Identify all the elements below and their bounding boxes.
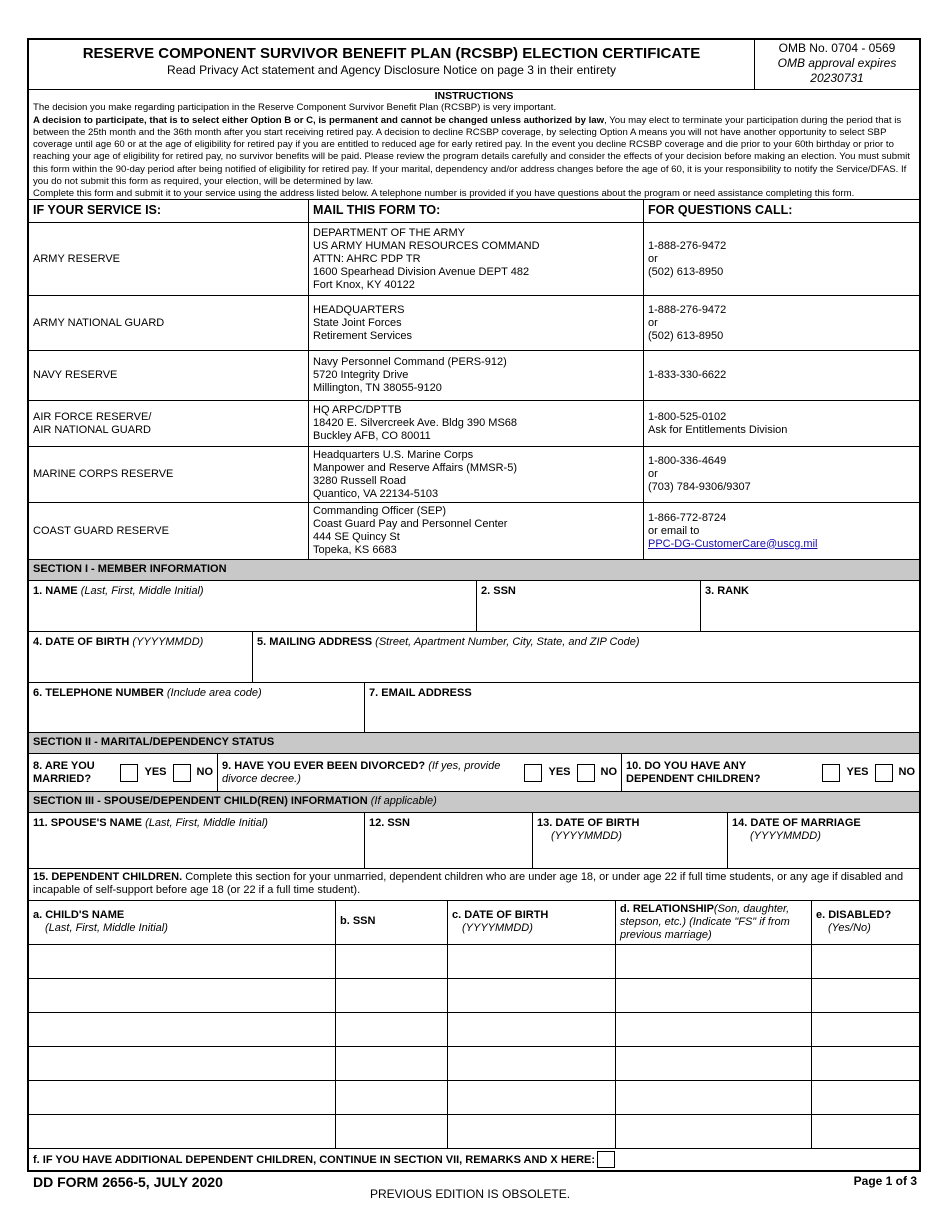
mail-service-cell [29,401,309,446]
dob-label: 4. DATE OF BIRTH [33,636,130,648]
mail-phone-cell [644,296,919,350]
divorced-label [222,760,512,786]
mail-phone-line: (502) 613-8950 [648,265,724,278]
instructions [29,90,919,200]
children-no-checkbox[interactable] [875,764,893,782]
instructions-title: INSTRUCTIONS [434,90,514,102]
spouse-ssn-field[interactable] [365,813,533,868]
child-dob-cell[interactable] [448,1047,616,1080]
child-relationship-cell[interactable] [616,979,812,1012]
mail-service-cell [29,351,309,400]
name-hint: (Last, First, Middle Initial) [80,585,204,597]
mail-phone-line: 1-866-772-8724 [648,511,727,524]
section1-row3 [29,683,919,733]
col-service: IF YOUR SERVICE IS: [29,200,309,222]
child-name-cell[interactable] [29,1047,336,1080]
spouse-dob-hint: (YYYYMMDD) [551,830,622,842]
mail-phone-cell [644,503,919,559]
mail-service-line: ARMY RESERVE [33,252,121,265]
child-disabled-cell[interactable] [812,979,919,1012]
email-field[interactable] [365,683,919,732]
mail-address-cell [309,401,644,446]
divorced-yes-checkbox[interactable] [524,764,542,782]
instructions-p2-bold: A decision to participate, that is to select either Option B or C, is permanent and cannot be changed unless authorized by law [33,114,605,126]
instructions-p1: The decision you make regarding participation in the Reserve Component Survivor Benefit Plan (RCSBP) is very important. [33,102,557,114]
phone-field[interactable] [29,683,365,732]
child-name-col [29,901,336,944]
mail-service-line: COAST GUARD RESERVE [33,524,169,537]
child-relationship-cell[interactable] [616,1115,812,1148]
married-no-label: NO [196,766,213,778]
rank-field[interactable] [701,581,919,631]
mail-address-line: 3280 Russell Road [313,474,406,487]
mail-phone-cell [644,401,919,446]
section2-row [29,754,919,792]
phone-hint: (Include area code) [166,687,262,699]
additional-children-label: f. IF YOU HAVE ADDITIONAL DEPENDENT CHILDREN, CONTINUE IN SECTION VII, REMARKS AND X HERE: [33,1153,596,1166]
email-link[interactable]: PPC-DG-CustomerCare@uscg.mil [648,537,818,550]
mail-table-row [29,401,919,447]
mail-phone-line: 1-888-276-9472 [648,303,727,316]
mail-phone-line: 1-800-336-4649 [648,455,727,467]
instructions-p3: Complete this form and submit it to your service using the address listed below. A telephone number is provided if you have questions about the program or need assistance completing this form. [33,188,855,200]
q15-label: 15. DEPENDENT CHILDREN. [33,871,183,883]
mail-address-line: Topeka, KS 6683 [313,544,397,556]
spouse-name-hint: (Last, First, Middle Initial) [145,817,268,829]
child-dob-col [448,901,616,944]
child-row [29,1081,919,1115]
mail-service-line: AIR NATIONAL GUARD [33,423,151,436]
mail-phone-line: Ask for Entitlements Division [648,423,788,436]
mailing-address-field[interactable] [253,632,919,682]
divorced-no-checkbox[interactable] [577,764,595,782]
divorced-yes-label: YES [548,766,571,778]
child-name-cell[interactable] [29,1013,336,1046]
spouse-dob-label: 13. DATE OF BIRTH [537,817,640,829]
child-relationship-hint: (Son, daughter, stepson, etc.) (Indicate "FS" if from previous marriage) [620,903,790,941]
marriage-date-hint: (YYYYMMDD) [750,830,821,842]
mail-address-cell [309,351,644,400]
mail-table-body [29,223,919,560]
divorced-options [524,764,617,782]
mail-address-cell [309,503,644,559]
ssn-field[interactable] [477,581,701,631]
mail-phone-line: or email to [648,524,700,537]
child-relationship-cell[interactable] [616,945,812,978]
ssn-label: 2. SSN [481,585,516,597]
married-question [29,754,218,791]
col-mail: MAIL THIS FORM TO: [309,200,644,222]
mail-phone-line: (703) 784-9306/9307 [648,481,751,493]
child-ssn-cell[interactable] [336,945,448,978]
mail-address-line: Millington, TN 38055-9120 [313,382,442,394]
mail-address-line: Navy Personnel Command (PERS-912) [313,356,507,368]
children-yes-label: YES [846,766,869,778]
spouse-dob-field[interactable] [533,813,728,868]
child-dob-header: c. DATE OF BIRTH [452,909,549,921]
child-name-hint: (Last, First, Middle Initial) [45,922,168,934]
dependent-children-instructions [29,869,919,901]
child-relationship-col [616,901,812,944]
married-options [120,764,213,782]
section3-title-text: SECTION III - SPOUSE/DEPENDENT CHILD(REN) INFORMATION [33,795,368,807]
child-disabled-header: e. DISABLED? [816,909,892,921]
child-disabled-cell[interactable] [812,1115,919,1148]
mail-address-line: HQ ARPC/DPTTB [313,404,402,416]
name-field[interactable] [29,581,477,631]
child-disabled-cell[interactable] [812,945,919,978]
section1-row1 [29,581,919,632]
child-dob-cell[interactable] [448,1081,616,1114]
additional-children-checkbox[interactable] [597,1151,615,1168]
mail-address-line: 5720 Integrity Drive [313,369,409,381]
children-table-header [29,901,919,945]
obsolete-notice: PREVIOUS EDITION IS OBSOLETE. [370,1187,571,1201]
name-label: 1. NAME [33,585,78,597]
mail-address-line: Quantico, VA 22134-5103 [313,487,439,500]
child-name-cell[interactable] [29,1115,336,1148]
married-label: 8. ARE YOU MARRIED? [33,759,95,785]
child-ssn-header: b. SSN [340,915,376,927]
child-name-header: a. CHILD'S NAME [33,909,125,921]
mail-service-cell [29,447,309,502]
child-ssn-cell[interactable] [336,979,448,1012]
mail-address-line: Commanding Officer (SEP) [313,505,447,517]
mail-service-cell [29,223,309,295]
section1-row2 [29,632,919,683]
mail-address-line: Coast Guard Pay and Personnel Center [313,518,508,530]
mail-address-line: 1600 Spearhead Division Avenue DEPT 482 [313,265,530,278]
mail-phone-line: or [648,252,658,265]
married-yes-label: YES [144,766,167,778]
child-dob-cell[interactable] [448,1013,616,1046]
children-yes-checkbox[interactable] [822,764,840,782]
phone-label: 6. TELEPHONE NUMBER [33,687,164,699]
mail-address-line: Retirement Services [313,329,413,342]
mail-phone-cell [644,223,919,295]
child-ssn-cell[interactable] [336,1013,448,1046]
additional-children-row [29,1149,919,1170]
child-row [29,1047,919,1081]
mail-service-line: MARINE CORPS RESERVE [33,468,174,480]
mail-phone-cell [644,351,919,400]
mail-phone-cell [644,447,919,502]
child-dob-cell[interactable] [448,1115,616,1148]
mail-table-header [29,200,919,223]
child-ssn-cell[interactable] [336,1081,448,1114]
form-title: RESERVE COMPONENT SURVIVOR BENEFIT PLAN (RCSBP) ELECTION CERTIFICATE [82,45,701,62]
email-label: 7. EMAIL ADDRESS [369,687,472,699]
section3-row1 [29,813,919,869]
section3-title-hint: (If applicable) [370,795,437,807]
address-label: 5. MAILING ADDRESS [257,636,373,648]
form-header [29,40,919,90]
mail-table-row [29,503,919,560]
q15-text: Complete this section for your unmarried, dependent children who are under age 18, or under age 22 if full time students, or any age if disabled and incapable of self-support before age 18 (or 22 if a full time student). [33,871,904,896]
mail-table-row [29,447,919,503]
divorced-hint: (If yes, provide divorce decree.) [222,759,501,785]
spouse-name-label: 11. SPOUSE'S NAME [33,817,142,829]
child-dob-cell[interactable] [448,979,616,1012]
child-relationship-cell[interactable] [616,1047,812,1080]
divorced-question [218,754,622,791]
child-disabled-cell[interactable] [812,1047,919,1080]
married-no-checkbox[interactable] [173,764,191,782]
child-dob-hint: (YYYYMMDD) [462,922,533,934]
omb-approval: OMB approval expires [777,56,897,70]
form-subtitle: Read Privacy Act statement and Agency Disclosure Notice on page 3 in their entirety [167,63,616,77]
mail-address-line: 18420 E. Silvercreek Ave. Bldg 390 MS68 [313,417,518,429]
children-no-label: NO [898,766,915,778]
mail-address-line: HEADQUARTERS [313,303,405,316]
mail-address-cell [309,296,644,350]
mail-service-line: AIR FORCE RESERVE/ [33,410,152,423]
children-options [822,764,915,782]
married-yes-checkbox[interactable] [120,764,138,782]
mail-table-row [29,351,919,401]
child-row [29,1115,919,1149]
child-relationship-cell[interactable] [616,1081,812,1114]
mail-service-line: ARMY NATIONAL GUARD [33,316,165,329]
form-page-1 [27,38,921,1172]
omb-block [755,40,919,89]
child-dob-cell[interactable] [448,945,616,978]
child-name-cell[interactable] [29,1081,336,1114]
col-phone: FOR QUESTIONS CALL: [648,203,793,217]
mail-address-line: Manpower and Reserve Affairs (MMSR-5) [313,461,517,474]
address-hint: (Street, Apartment Number, City, State, and ZIP Code) [375,636,640,648]
mail-phone-line: or [648,316,658,329]
section2-title: SECTION II - MARITAL/DEPENDENCY STATUS [29,733,919,754]
title-block [29,40,755,89]
section1-title: SECTION I - MEMBER INFORMATION [29,560,919,581]
children-question [622,754,919,791]
spouse-ssn-label: 12. SSN [369,817,410,829]
dob-field[interactable] [29,632,253,682]
child-disabled-hint: (Yes/No) [828,922,871,934]
mail-phone-line: 1-888-276-9472 [648,239,727,252]
child-row [29,979,919,1013]
child-ssn-col [336,901,448,944]
mail-address-line: Fort Knox, KY 40122 [313,278,415,291]
instructions-p2 [33,115,915,189]
mail-address-cell [309,223,644,295]
mail-service-cell [29,503,309,559]
form-id: DD FORM 2656-5, JULY 2020 [33,1174,223,1190]
children-table-body [29,945,919,1149]
mail-phone-line: 1-800-525-0102 [648,410,727,423]
omb-expiry: 20230731 [810,71,864,85]
mail-service-line: NAVY RESERVE [33,369,118,381]
instructions-p2-rest: , You may elect to terminate your participation during the period that is between the 25th month and the 36th month after you start receiving retired pay. A decision to decline RCSBP coverage, by selecting Option A means you will not have another opportunity to select SBP coverage until age 60 or at the age of eligibility for retired pay if you are entitled to reduced age for early retired pay. In the event you decline RCSBP coverage and die prior to your 60th birthday or prior to reaching your age of eligibility for retired pay, no survivor benefits will be paid. Please review the program details carefully and consider the effects of your decision before making an election. You must submit this form within the 90-day period after being notified of eligibility for retired pay. If your marital, dependency and/or address changes before the age of 60, it is your responsibility to notify the Service/DFAS. If you do not submit this form as required, your election, will be determined by law. [33,114,910,188]
mail-phone-line: 1-833-330-6622 [648,369,727,381]
spouse-name-field[interactable] [29,813,365,868]
omb-number: OMB No. 0704 - 0569 [778,41,896,55]
child-disabled-cell[interactable] [812,1081,919,1114]
child-ssn-cell[interactable] [336,1047,448,1080]
child-relationship-header: d. RELATIONSHIP [620,903,714,915]
mail-phone-line: (502) 613-8950 [648,329,724,342]
child-relationship-cell[interactable] [616,1013,812,1046]
section3-title [29,792,919,813]
mail-address-line: 444 SE Quincy St [313,531,400,543]
divorced-no-label: NO [600,766,617,778]
mail-address-line: Headquarters U.S. Marine Corps [313,448,474,461]
mail-phone-line: or [648,468,658,480]
mail-service-cell [29,296,309,350]
mail-address-line: Buckley AFB, CO 80011 [313,430,431,442]
mail-address-cell [309,447,644,502]
divorced-label-bold: 9. HAVE YOU EVER BEEN DIVORCED? [222,759,426,772]
rank-label: 3. RANK [705,585,750,597]
mail-table-row [29,296,919,351]
child-disabled-cell[interactable] [812,1013,919,1046]
child-ssn-cell[interactable] [336,1115,448,1148]
mail-address-line: State Joint Forces [313,316,402,329]
children-label: 10. DO YOU HAVE ANY DEPENDENT CHILDREN? [626,759,761,785]
child-row [29,1013,919,1047]
mail-address-line: ATTN: AHRC PDP TR [313,252,421,265]
mail-address-line: DEPARTMENT OF THE ARMY [313,226,465,239]
child-disabled-col [812,901,919,944]
page-number: Page 1 of 3 [853,1174,917,1188]
child-name-cell[interactable] [29,945,336,978]
dob-hint: (YYYYMMDD) [132,636,204,648]
mail-table-row [29,223,919,296]
marriage-date-label: 14. DATE OF MARRIAGE [732,817,861,829]
mail-address-line: US ARMY HUMAN RESOURCES COMMAND [313,239,540,252]
child-row [29,945,919,979]
child-name-cell[interactable] [29,979,336,1012]
marriage-date-field[interactable] [728,813,919,868]
